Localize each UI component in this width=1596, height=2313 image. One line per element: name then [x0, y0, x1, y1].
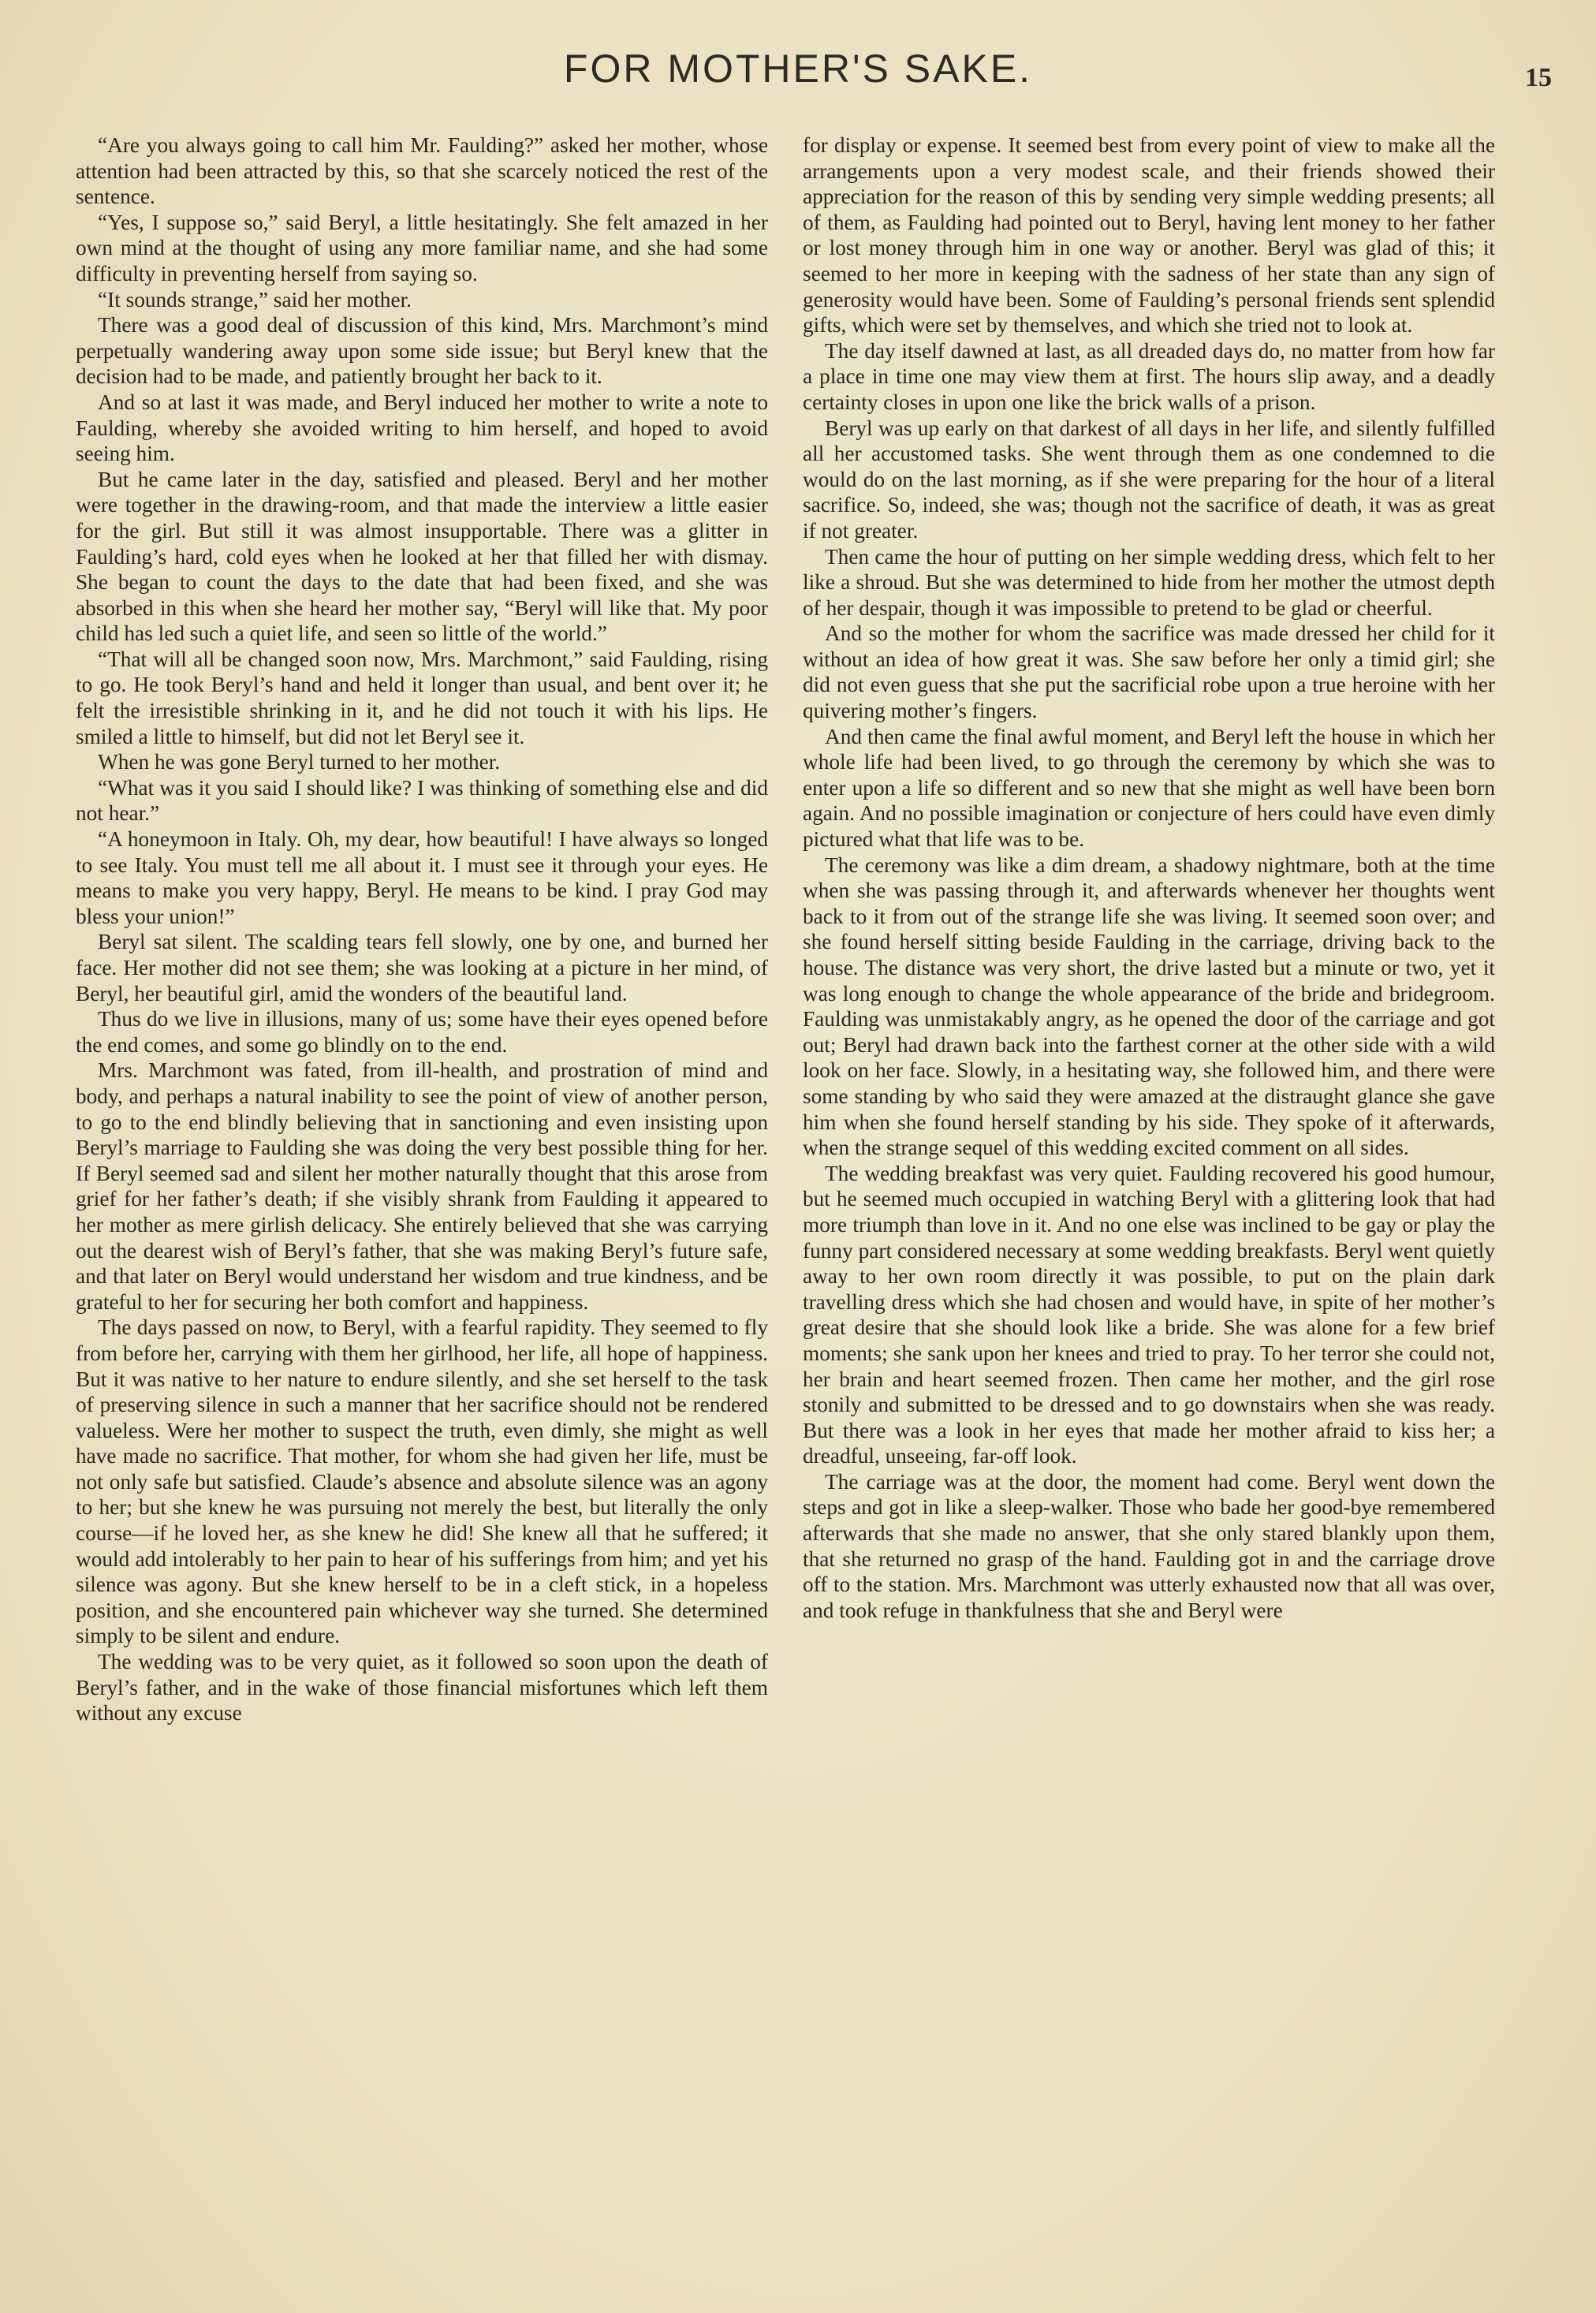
paragraph: “Are you always going to call him Mr. Faulding?” asked her mother, whose attention had been attracted by this, so that she scarcely noticed the rest of the sentence.	[76, 133, 768, 209]
paragraph: Thus do we live in illusions, many of us; some have their eyes opened before the end comes, and some go blindly on to the end.	[76, 1007, 768, 1057]
paragraph: “What was it you said I should like? I was thinking of something else and did not hear.”	[76, 775, 768, 826]
paragraph: And so at last it was made, and Beryl induced her mother to write a note to Faulding, whereby she avoided writing to him herself, and hoped to avoid seeing him.	[76, 390, 768, 466]
paragraph: The ceremony was like a dim dream, a shadowy nightmare, both at the time when she was passing through it, and afterwards whenever her thoughts went back to it from out of the strange life she was living. It seemed soon over; and she found herself sitting beside Faulding in the carriage, driving back to the house. The distance was very short, the drive lasted but a minute or two, yet it was long enough to change the whole appearance of the bride and bridegroom. Faulding was unmistakably angry, as he opened the door of the carriage and got out; Beryl had drawn back into the farthest corner at the other side with a wild look on her face. Slowly, in a hesitating way, she followed him, and there were some standing by who said they were amazed at the distraught glance she gave him when she found herself standing by his side. They spoke of it afterwards, when the strange sequel of this wedding excited comment on all sides.	[803, 852, 1495, 1160]
paragraph: The wedding was to be very quiet, as it followed so soon upon the death of Beryl’s father, and in the wake of those financial misfortunes which left them without any excuse	[76, 1650, 768, 1725]
paragraph: “Yes, I suppose so,” said Beryl, a little hesitatingly. She felt amazed in her own mind at the thought of using any more familiar name, and she had some difficulty in preventing herself from saying so.	[76, 210, 768, 285]
paragraph: Then came the hour of putting on her simple wedding dress, which felt to her like a shroud. But she was determined to hide from her mother the utmost depth of her despair, though it was impossible to pretend to be glad or cheerful.	[803, 544, 1495, 620]
paragraph: When he was gone Beryl turned to her mother.	[98, 750, 501, 774]
paragraph: And so the mother for whom the sacrifice was made dressed her child for it without an idea of how great it was. She saw before her only a timid girl; she did not even guess that she put the sacrificial robe upon a true heroine with her quivering mother’s fingers.	[803, 621, 1495, 723]
paragraph: But he came later in the day, satisfied and pleased. Beryl and her mother were together in the drawing-room, and that made the interview a little easier for the girl. But still it was almost insupportable. There was a glitter in Faulding’s hard, cold eyes when he looked at her that filled her with dismay. She began to count the days to the date that had been fixed, and she was absorbed in this when she heard her mother say, “Beryl will like that. My poor child has led such a quiet life, and seen so little of the world.”	[76, 467, 768, 646]
paragraph: Mrs. Marchmont was fated, from ill-health, and prostration of mind and body, and perhaps a natural inability to see the point of view of another person, to go to the end blindly believing that in sanctioning and even insisting upon Beryl’s marriage to Faulding she was doing the very best possible thing for her. If Beryl seemed sad and silent her mother naturally thought that this arose from grief for her father’s death; if she visibly shrank from Faulding it appeared to her mother as mere girlish delicacy. She entirely believed that she was carrying out the dearest wish of Beryl’s father, that she was making Beryl’s future safe, and that later on Beryl would understand her wisdom and true kindness, and be grateful to her for securing her both comfort and happiness.	[76, 1058, 768, 1314]
page-header	[0, 46, 1596, 101]
left-column	[76, 132, 768, 2278]
paragraph: “That will all be changed soon now, Mrs. Marchmont,” said Faulding, rising to go. He took Beryl’s hand and held it longer than usual, and bent over it; he felt the irresistible shrinking in it, and he did not touch it with his lips. He smiled a little to himself, but did not let Beryl see it.	[76, 647, 768, 748]
paragraph: The day itself dawned at last, as all dreaded days do, no matter from how far a place in time one may view them at first. The hours slip away, and a deadly certainty closes in upon one like the brick walls of a prison.	[803, 338, 1495, 414]
paragraph: There was a good deal of discussion of this kind, Mrs. Marchmont’s mind perpetually wandering away upon some side issue; but Beryl knew that the decision had to be made, and patiently brought her back to it.	[76, 313, 768, 389]
paragraph: The carriage was at the door, the moment had come. Beryl went down the steps and got in like a sleep-walker. Those who bade her good-bye remembered afterwards that she made no answer, that she only stared blankly upon them, that she returned no grasp of the hand. Faulding got in and the carriage drove off to the station. Mrs. Marchmont was utterly exhausted now that all was over, and took refuge in thankfulness that she and Beryl were	[803, 1469, 1495, 1622]
paragraph: “It sounds strange,” said her mother.	[98, 287, 412, 312]
paragraph: “A honeymoon in Italy. Oh, my dear, how beautiful! I have always so longed to see Italy. You must tell me all about it. I must see it through your eyes. He means to make you very happy, Beryl. He means to be kind. I pray God may bless your union!”	[76, 827, 768, 928]
paragraph: The days passed on now, to Beryl, with a fearful rapidity. They seemed to fly from before her, carrying with them her girlhood, her life, all hope of happiness. But it was native to her nature to endure silently, and she set herself to the task of preserving silence in such a manner that her sacrifice should not be rendered valueless. Were her mother to suspect the truth, even dimly, she might as well have made no sacrifice. That mother, for whom she had given her life, must be not only safe but satisfied. Claude’s absence and absolute silence was an agony to her; but she knew he was pursuing not merely the best, but literally the only course—if he loved her, as she knew he did! She knew all that he suffered; it would add intolerably to her pain to hear of his sufferings from him; and yet his silence was agony. But she knew herself to be in a cleft stick, in a hopeless position, and she encountered pain whichever way she turned. She determined simply to be silent and endure.	[76, 1315, 768, 1648]
page-number: 15	[1525, 63, 1552, 92]
paragraph: And then came the final awful moment, and Beryl left the house in which her whole life had been lived, to go through the ceremony by which she was to enter upon a life so different and so new that she might as well have been born again. And no possible imagination or conjecture of hers could have even dimly pictured what that life was to be.	[803, 724, 1495, 852]
right-column	[803, 132, 1495, 2278]
paragraph: The wedding breakfast was very quiet. Faulding recovered his good humour, but he seemed much occupied in watching Beryl with a glittering look that had more triumph than love in it. And no one else was inclined to be gay or play the funny part considered necessary at some wedding breakfasts. Beryl went quietly away to her own room directly it was possible, to put on the plain dark travelling dress which she had chosen and would have, in spite of her mother’s great desire that she should look like a bride. She was alone for a few brief moments; she sank upon her knees and tried to pray. To her terror she could not, her brain and heart seemed frozen. Then came her mother, and the girl rose stonily and submitted to be dressed and to go downstairs when she was ready. But there was a look in her eyes that made her mother afraid to kiss her; a dreadful, unseeing, far-off look.	[803, 1161, 1495, 1468]
paragraph-continued: for display or expense. It seemed best from every point of view to make all the arrangements upon a very modest scale, and their friends showed their appreciation for the reason of this by sending very simple wedding presents; all of them, as Faulding had pointed out to Beryl, having lent money to her father or lost money through him in one way or another. Beryl was glad of this; it seemed to her more in keeping with the sadness of her state than any sign of generosity would have been. Some of Faulding’s personal friends sent splendid gifts, which were set by themselves, and which she tried not to look at.	[803, 133, 1495, 338]
paragraph: Beryl sat silent. The scalding tears fell slowly, one by one, and burned her face. Her mother did not see them; she was looking at a picture in her mind, of Beryl, her beautiful girl, amid the wonders of the beautiful land.	[76, 930, 768, 1005]
running-title: FOR MOTHER'S SAKE.	[563, 47, 1033, 91]
paragraph: Beryl was up early on that darkest of all days in her life, and silently fulfilled all her accustomed tasks. She went through them as one condemned to die would do on the last morning, as if she were preparing for the hour of a literal sacrifice. So, indeed, she was; though not the sacrifice of death, it was as great if not greater.	[803, 416, 1495, 543]
